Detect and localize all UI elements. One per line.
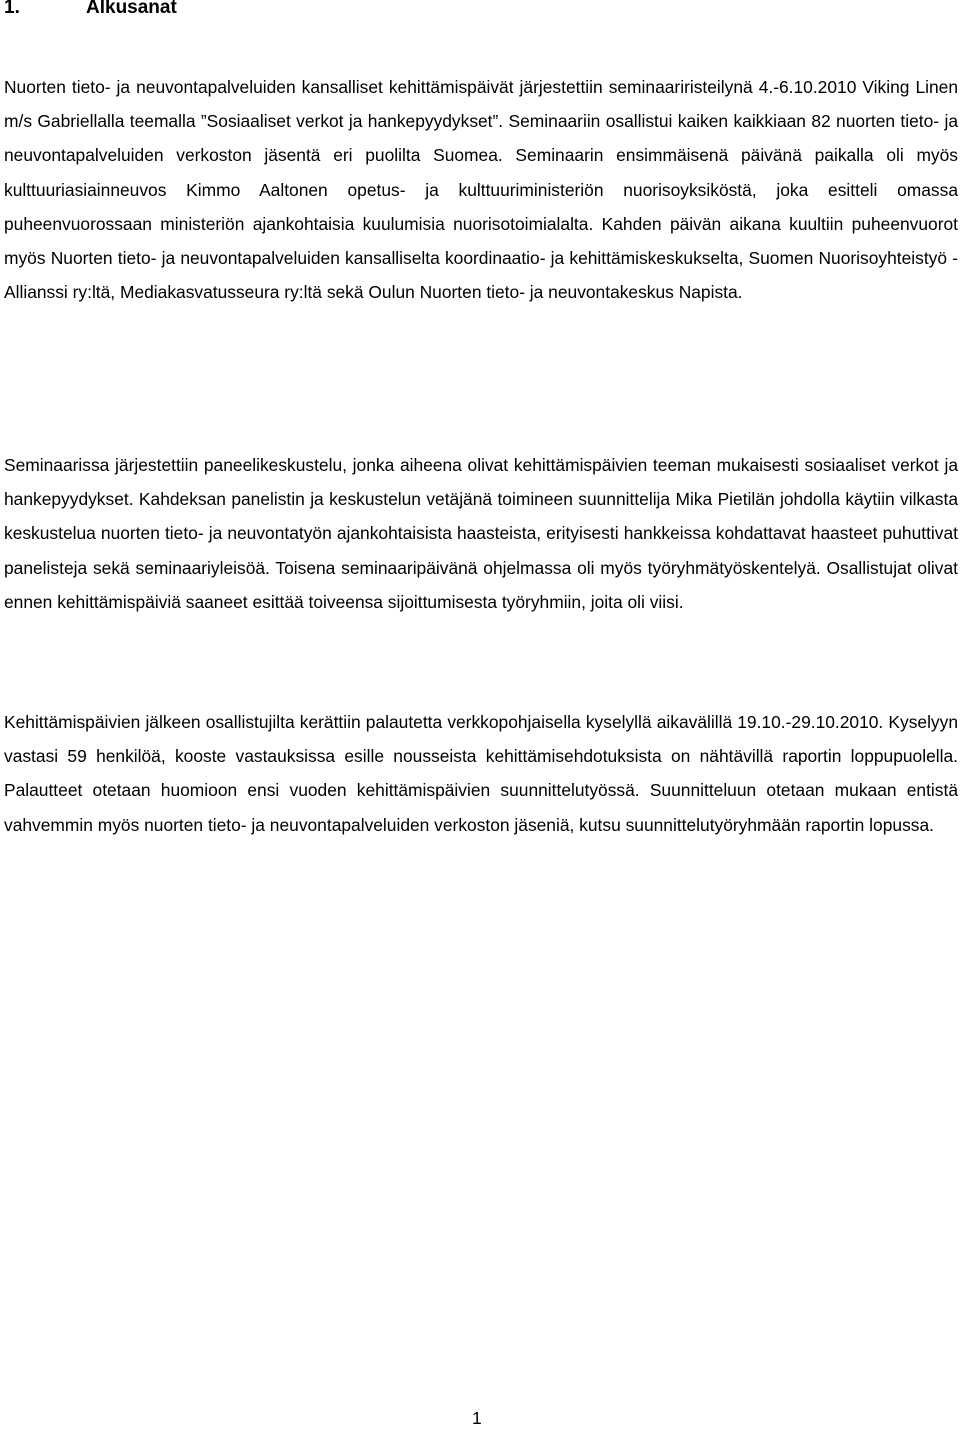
- section-heading: [4, 0, 177, 22]
- page-number: 1: [472, 1408, 482, 1428]
- paragraph-panel: Seminaarissa järjestettiin paneelikeskustelu, jonka aiheena olivat kehittämispäivien teeman mukaisesti sosiaaliset verkot ja hankepyydykset. Kahdeksan panelistin ja keskustelun vetäjänä toimineen suunnittelija Mika Pietilän johdolla käytiin vilkasta keskustelua nuorten tieto- ja neuvontatyön ajankohtaisista haasteista, erityisesti hankkeissa kohdattavat haasteet puhuttivat panelisteja sekä seminaariyleisöä. Toisena seminaaripäivänä ohjelmassa oli myös työryhmätyöskentelyä. Osallistujat olivat ennen kehittämispäiviä saaneet esittää toiveensa sijoittumisesta työryhmiin, joita oli viisi.: [4, 455, 958, 612]
- section-number: 1.: [4, 0, 20, 18]
- section-title: Alkusanat: [86, 0, 177, 18]
- paragraph-feedback: Kehittämispäivien jälkeen osallistujilta kerättiin palautetta verkkopohjaisella kyselyllä aikavälillä 19.10.-29.10.2010. Kyselyyn vastasi 59 henkilöä, kooste vastauksissa esille nousseista kehittämisehdotuksista on nähtävillä raportin loppupuolella. Palautteet otetaan huomioon ensi vuoden kehittämispäivien suunnittelutyössä. Suunnitteluun otetaan mukaan entistä vahvemmin myös nuorten tieto- ja neuvontapalveluiden verkoston jäseniä, kutsu suunnittelutyöryhmään raportin lopussa.: [4, 712, 958, 835]
- paragraph-intro: Nuorten tieto- ja neuvontapalveluiden kansalliset kehittämispäivät järjestettiin seminaariristeilynä 4.-6.10.2010 Viking Linen m/s Gabriellalla teemalla ”Sosiaaliset verkot ja hankepyydykset”. Seminaariin osallistui kaiken kaikkiaan 82 nuorten tieto- ja neuvontapalveluiden verkoston jäsentä eri puolilta Suomea. Seminaarin ensimmäisenä päivänä paikalla oli myös kulttuuriasiainneuvos Kimmo Aaltonen opetus- ja kulttuuriministeriön nuorisoyksiköstä, joka esitteli omassa puheenvuorossaan ministeriön ajankohtaisia kuulumisia nuorisotoimialalta. Kahden päivän aikana kuultiin puheenvuorot myös Nuorten tieto- ja neuvontapalveluiden kansalliselta koordinaatio- ja kehittämiskeskukselta, Suomen Nuorisoyhteistyö - Allianssi ry:ltä, Mediakasvatusseura ry:ltä sekä Oulun Nuorten tieto- ja neuvontakeskus Napista.: [4, 77, 958, 303]
